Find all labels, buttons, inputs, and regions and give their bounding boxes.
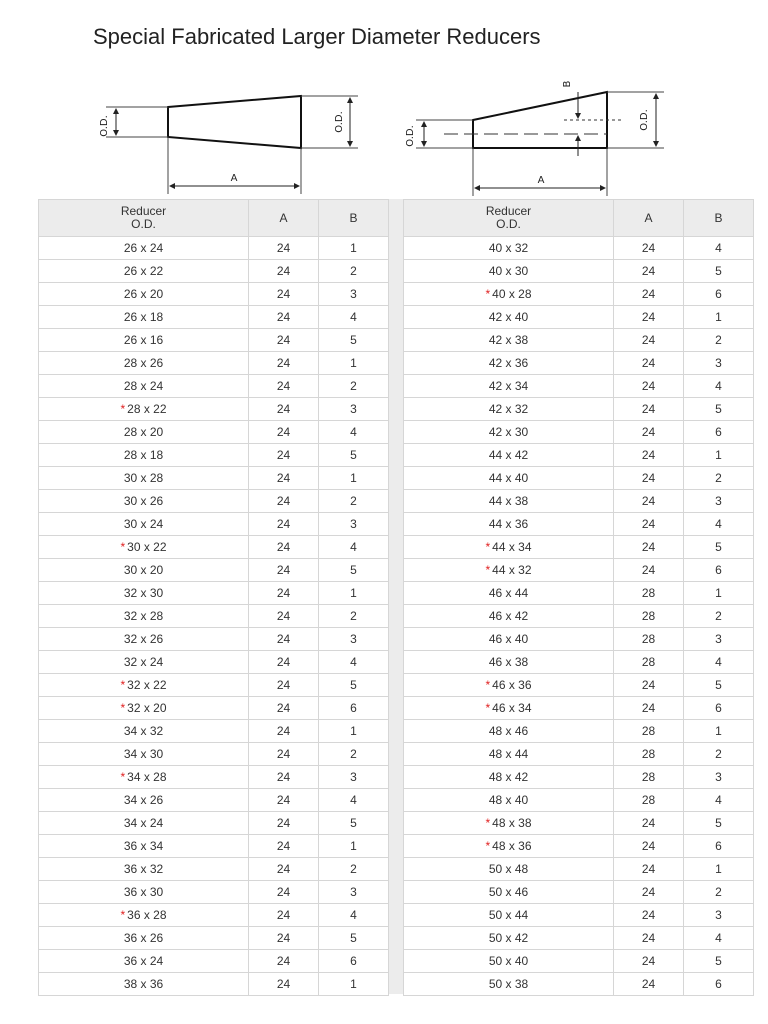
a-cell: 24: [249, 260, 319, 283]
a-cell: 24: [614, 352, 684, 375]
a-cell: 24: [249, 812, 319, 835]
reducer-od-cell: 28 x 20: [39, 421, 249, 444]
a-cell: 28: [614, 743, 684, 766]
a-cell: 24: [249, 559, 319, 582]
table-row: [39, 605, 389, 628]
b-cell: 4: [684, 927, 754, 950]
header-b: B: [319, 200, 389, 237]
table-row: [39, 536, 389, 559]
a-cell: 24: [249, 973, 319, 996]
table-row: [39, 904, 389, 927]
reducer-od-cell: 42 x 32: [404, 398, 614, 421]
a-cell: 24: [614, 306, 684, 329]
b-cell: 1: [319, 237, 389, 260]
reducer-od-cell: 32 x 26: [39, 628, 249, 651]
reducer-od-cell: 50 x 42: [404, 927, 614, 950]
a-cell: 24: [249, 674, 319, 697]
b-cell: 4: [319, 904, 389, 927]
table-row: [39, 927, 389, 950]
b-cell: 2: [319, 375, 389, 398]
table-row: [39, 858, 389, 881]
table-row: [39, 352, 389, 375]
a-cell: 28: [614, 605, 684, 628]
header-reducer-od: Reducer O.D.: [39, 200, 249, 237]
concentric-od-right-label: O.D.: [334, 111, 345, 133]
table-row: [404, 513, 754, 536]
b-cell: 1: [319, 582, 389, 605]
reducer-od-cell: 42 x 40: [404, 306, 614, 329]
b-cell: 3: [319, 398, 389, 421]
reducer-od-cell: 42 x 34: [404, 375, 614, 398]
table-row: [404, 812, 754, 835]
reducer-od-cell: 36 x 30: [39, 881, 249, 904]
table-row: [404, 490, 754, 513]
a-cell: 24: [249, 467, 319, 490]
reducer-od-cell: 26 x 24: [39, 237, 249, 260]
table-row: [404, 927, 754, 950]
a-cell: 24: [249, 513, 319, 536]
a-cell: 24: [614, 927, 684, 950]
b-cell: 4: [319, 789, 389, 812]
asterisk-icon: *: [120, 678, 126, 692]
header-reducer-od: Reducer O.D.: [404, 200, 614, 237]
table-row: [39, 306, 389, 329]
a-cell: 24: [249, 605, 319, 628]
table-row: [404, 628, 754, 651]
table-row: [39, 490, 389, 513]
b-cell: 2: [684, 329, 754, 352]
asterisk-icon: *: [485, 540, 491, 554]
b-cell: 1: [319, 973, 389, 996]
reducer-od-cell: 34 x 30: [39, 743, 249, 766]
concentric-reducer-diagram: [99, 96, 358, 194]
a-cell: 24: [614, 237, 684, 260]
header-a: A: [249, 200, 319, 237]
table-row: [39, 237, 389, 260]
reducer-od-cell: 50 x 38: [404, 973, 614, 996]
a-cell: 24: [249, 306, 319, 329]
b-cell: 5: [319, 812, 389, 835]
b-cell: 6: [319, 950, 389, 973]
table-row: [404, 559, 754, 582]
reducer-od-cell: 50 x 48: [404, 858, 614, 881]
reducer-od-cell: * 28 x 22: [39, 398, 249, 421]
asterisk-icon: *: [120, 908, 126, 922]
table-row: [404, 950, 754, 973]
b-cell: 2: [684, 605, 754, 628]
a-cell: 24: [614, 973, 684, 996]
table-row: [404, 582, 754, 605]
b-cell: 5: [684, 674, 754, 697]
table-row: [404, 720, 754, 743]
a-cell: 24: [249, 720, 319, 743]
a-cell: 24: [249, 375, 319, 398]
b-cell: 2: [319, 490, 389, 513]
b-cell: 3: [319, 628, 389, 651]
b-cell: 5: [319, 559, 389, 582]
b-cell: 3: [684, 904, 754, 927]
b-cell: 5: [319, 927, 389, 950]
a-cell: 24: [249, 421, 319, 444]
table-row: [39, 375, 389, 398]
table-row: [39, 283, 389, 306]
reducer-od-cell: 26 x 22: [39, 260, 249, 283]
concentric-od-left-label: O.D.: [99, 115, 110, 137]
a-cell: 24: [249, 329, 319, 352]
reducer-od-cell: 48 x 40: [404, 789, 614, 812]
reducer-od-cell: 50 x 46: [404, 881, 614, 904]
b-cell: 1: [684, 720, 754, 743]
a-cell: 28: [614, 789, 684, 812]
b-cell: 4: [319, 651, 389, 674]
b-cell: 6: [684, 559, 754, 582]
b-cell: 2: [319, 743, 389, 766]
b-cell: 6: [319, 697, 389, 720]
table-row: [39, 398, 389, 421]
asterisk-icon: *: [485, 839, 491, 853]
asterisk-icon: *: [485, 563, 491, 577]
a-cell: 24: [249, 651, 319, 674]
table-row: [404, 306, 754, 329]
reducer-od-cell: * 48 x 36: [404, 835, 614, 858]
a-cell: 24: [614, 398, 684, 421]
table-row: [404, 858, 754, 881]
asterisk-icon: *: [120, 540, 126, 554]
reducer-od-cell: * 32 x 20: [39, 697, 249, 720]
table-row: [39, 559, 389, 582]
reducer-od-cell: 50 x 44: [404, 904, 614, 927]
b-cell: 1: [319, 352, 389, 375]
reducer-od-cell: * 36 x 28: [39, 904, 249, 927]
header-a: A: [614, 200, 684, 237]
a-cell: 24: [614, 812, 684, 835]
reducer-od-cell: 26 x 18: [39, 306, 249, 329]
a-cell: 24: [249, 398, 319, 421]
reducer-od-cell: 36 x 34: [39, 835, 249, 858]
eccentric-od-left-label: O.D.: [405, 125, 416, 147]
asterisk-icon: *: [120, 701, 126, 715]
reducer-od-cell: 44 x 38: [404, 490, 614, 513]
a-cell: 24: [249, 444, 319, 467]
a-cell: 24: [614, 444, 684, 467]
table-row: [404, 904, 754, 927]
table-row: [404, 237, 754, 260]
a-cell: 24: [249, 237, 319, 260]
b-cell: 4: [319, 306, 389, 329]
b-cell: 3: [319, 766, 389, 789]
a-cell: 24: [614, 536, 684, 559]
b-cell: 4: [319, 421, 389, 444]
reducer-od-cell: * 32 x 22: [39, 674, 249, 697]
reducer-od-cell: 36 x 26: [39, 927, 249, 950]
reducer-od-cell: 30 x 20: [39, 559, 249, 582]
reducer-od-cell: 46 x 38: [404, 651, 614, 674]
a-cell: 28: [614, 720, 684, 743]
reducer-od-cell: 36 x 32: [39, 858, 249, 881]
a-cell: 24: [249, 927, 319, 950]
a-cell: 24: [249, 789, 319, 812]
a-cell: 24: [614, 375, 684, 398]
reducer-od-cell: 26 x 20: [39, 283, 249, 306]
reducer-od-cell: 44 x 42: [404, 444, 614, 467]
reducer-od-cell: 32 x 28: [39, 605, 249, 628]
a-cell: 24: [249, 490, 319, 513]
b-cell: 3: [684, 490, 754, 513]
b-cell: 5: [684, 398, 754, 421]
b-cell: 1: [319, 720, 389, 743]
table-row: [39, 881, 389, 904]
table-row: [404, 444, 754, 467]
table-row: [39, 467, 389, 490]
asterisk-icon: *: [485, 678, 491, 692]
reducer-od-cell: 30 x 24: [39, 513, 249, 536]
a-cell: 28: [614, 628, 684, 651]
a-cell: 24: [614, 513, 684, 536]
reducer-od-cell: 32 x 30: [39, 582, 249, 605]
a-cell: 24: [614, 559, 684, 582]
table-header-row: [39, 200, 389, 237]
asterisk-icon: *: [120, 402, 126, 416]
a-cell: 24: [614, 467, 684, 490]
table-row: [404, 743, 754, 766]
b-cell: 3: [319, 881, 389, 904]
table-row: [39, 697, 389, 720]
reducer-od-cell: 50 x 40: [404, 950, 614, 973]
asterisk-icon: *: [485, 701, 491, 715]
b-cell: 3: [684, 352, 754, 375]
reducer-od-cell: 44 x 40: [404, 467, 614, 490]
table-row: [404, 375, 754, 398]
table-row: [404, 973, 754, 996]
b-cell: 2: [319, 260, 389, 283]
table-row: [404, 674, 754, 697]
table-row: [39, 628, 389, 651]
reducer-od-cell: 40 x 30: [404, 260, 614, 283]
reducer-od-cell: 28 x 26: [39, 352, 249, 375]
table-row: [39, 950, 389, 973]
reducer-od-cell: 46 x 44: [404, 582, 614, 605]
table-row: [404, 260, 754, 283]
b-cell: 1: [684, 306, 754, 329]
reducer-od-cell: * 40 x 28: [404, 283, 614, 306]
table-row: [39, 674, 389, 697]
reducer-od-cell: 28 x 24: [39, 375, 249, 398]
reducer-od-cell: 34 x 32: [39, 720, 249, 743]
a-cell: 24: [614, 421, 684, 444]
b-cell: 1: [319, 835, 389, 858]
a-cell: 24: [249, 881, 319, 904]
reducer-od-cell: 48 x 46: [404, 720, 614, 743]
b-cell: 1: [684, 858, 754, 881]
reducer-od-cell: 30 x 26: [39, 490, 249, 513]
b-cell: 5: [684, 260, 754, 283]
table-gutter: [388, 199, 403, 994]
a-cell: 28: [614, 582, 684, 605]
table-row: [404, 467, 754, 490]
reducer-od-cell: 48 x 44: [404, 743, 614, 766]
a-cell: 24: [614, 904, 684, 927]
b-cell: 5: [684, 536, 754, 559]
table-row: [39, 260, 389, 283]
reducer-od-cell: 34 x 26: [39, 789, 249, 812]
a-cell: 24: [614, 950, 684, 973]
eccentric-b-label: B: [562, 80, 573, 88]
table-row: [39, 835, 389, 858]
table-row: [39, 513, 389, 536]
b-cell: 6: [684, 697, 754, 720]
b-cell: 4: [684, 375, 754, 398]
table-row: [39, 582, 389, 605]
b-cell: 4: [684, 789, 754, 812]
table-row: [404, 881, 754, 904]
reducer-od-cell: 46 x 42: [404, 605, 614, 628]
table-row: [404, 605, 754, 628]
b-cell: 4: [684, 513, 754, 536]
asterisk-icon: *: [485, 287, 491, 301]
a-cell: 24: [614, 835, 684, 858]
table-row: [404, 398, 754, 421]
reducer-od-cell: * 34 x 28: [39, 766, 249, 789]
b-cell: 3: [684, 628, 754, 651]
reducer-od-cell: 42 x 36: [404, 352, 614, 375]
table-row: [404, 789, 754, 812]
b-cell: 4: [684, 651, 754, 674]
a-cell: 24: [249, 283, 319, 306]
a-cell: 24: [249, 582, 319, 605]
reducer-od-cell: * 44 x 34: [404, 536, 614, 559]
eccentric-reducer-diagram: [405, 80, 664, 196]
a-cell: 24: [249, 743, 319, 766]
a-cell: 24: [614, 697, 684, 720]
table-row: [39, 973, 389, 996]
reducer-od-cell: 44 x 36: [404, 513, 614, 536]
reducer-od-cell: * 48 x 38: [404, 812, 614, 835]
b-cell: 3: [319, 283, 389, 306]
b-cell: 2: [684, 743, 754, 766]
reducer-od-cell: 42 x 38: [404, 329, 614, 352]
b-cell: 5: [319, 444, 389, 467]
concentric-a-label: A: [230, 173, 238, 184]
b-cell: 2: [684, 467, 754, 490]
a-cell: 24: [614, 674, 684, 697]
a-cell: 24: [614, 881, 684, 904]
eccentric-od-right-label: O.D.: [639, 109, 650, 131]
a-cell: 24: [249, 536, 319, 559]
b-cell: 2: [319, 605, 389, 628]
reducer-od-cell: 46 x 40: [404, 628, 614, 651]
reducer-od-cell: 34 x 24: [39, 812, 249, 835]
table-row: [39, 766, 389, 789]
table-row: [39, 444, 389, 467]
reducer-od-cell: 38 x 36: [39, 973, 249, 996]
a-cell: 24: [614, 283, 684, 306]
a-cell: 24: [249, 904, 319, 927]
a-cell: 24: [614, 329, 684, 352]
a-cell: 28: [614, 766, 684, 789]
b-cell: 5: [684, 950, 754, 973]
reducer-od-cell: * 30 x 22: [39, 536, 249, 559]
b-cell: 6: [684, 421, 754, 444]
b-cell: 3: [684, 766, 754, 789]
reducer-od-cell: 42 x 30: [404, 421, 614, 444]
b-cell: 2: [684, 881, 754, 904]
b-cell: 4: [319, 536, 389, 559]
eccentric-a-label: A: [537, 175, 545, 186]
reducer-od-cell: * 44 x 32: [404, 559, 614, 582]
a-cell: 24: [249, 697, 319, 720]
a-cell: 28: [614, 651, 684, 674]
b-cell: 5: [319, 329, 389, 352]
a-cell: 24: [249, 766, 319, 789]
page-title: Special Fabricated Larger Diameter Reducers: [93, 24, 541, 49]
reducer-od-cell: 32 x 24: [39, 651, 249, 674]
table-row: [39, 789, 389, 812]
b-cell: 6: [684, 283, 754, 306]
reducer-od-cell: 48 x 42: [404, 766, 614, 789]
a-cell: 24: [614, 490, 684, 513]
b-cell: 6: [684, 835, 754, 858]
b-cell: 1: [684, 444, 754, 467]
table-row: [404, 536, 754, 559]
b-cell: 1: [319, 467, 389, 490]
table-row: [404, 835, 754, 858]
b-cell: 5: [684, 812, 754, 835]
a-cell: 24: [249, 950, 319, 973]
a-cell: 24: [614, 260, 684, 283]
b-cell: 4: [684, 237, 754, 260]
reducer-od-cell: * 46 x 36: [404, 674, 614, 697]
reducer-od-cell: 28 x 18: [39, 444, 249, 467]
reducer-od-cell: 30 x 28: [39, 467, 249, 490]
table-row: [39, 329, 389, 352]
asterisk-icon: *: [120, 770, 126, 784]
table-row: [39, 743, 389, 766]
a-cell: 24: [249, 352, 319, 375]
b-cell: 1: [684, 582, 754, 605]
a-cell: 24: [614, 858, 684, 881]
b-cell: 2: [319, 858, 389, 881]
table-row: [39, 720, 389, 743]
reducer-od-cell: 36 x 24: [39, 950, 249, 973]
b-cell: 6: [684, 973, 754, 996]
reducer-od-cell: 26 x 16: [39, 329, 249, 352]
table-row: [404, 352, 754, 375]
right-reducer-table: [403, 199, 754, 996]
reducer-od-cell: * 46 x 34: [404, 697, 614, 720]
table-row: [39, 651, 389, 674]
reducer-od-cell: 40 x 32: [404, 237, 614, 260]
table-row: [404, 421, 754, 444]
left-reducer-table: [38, 199, 389, 996]
table-header-row: [404, 200, 754, 237]
a-cell: 24: [249, 858, 319, 881]
b-cell: 3: [319, 513, 389, 536]
header-b: B: [684, 200, 754, 237]
table-row: [404, 651, 754, 674]
b-cell: 5: [319, 674, 389, 697]
asterisk-icon: *: [485, 816, 491, 830]
a-cell: 24: [249, 835, 319, 858]
table-row: [404, 766, 754, 789]
table-row: [39, 812, 389, 835]
table-row: [39, 421, 389, 444]
table-row: [404, 329, 754, 352]
a-cell: 24: [249, 628, 319, 651]
table-row: [404, 283, 754, 306]
reducer-diagrams: [0, 64, 768, 204]
table-row: [404, 697, 754, 720]
